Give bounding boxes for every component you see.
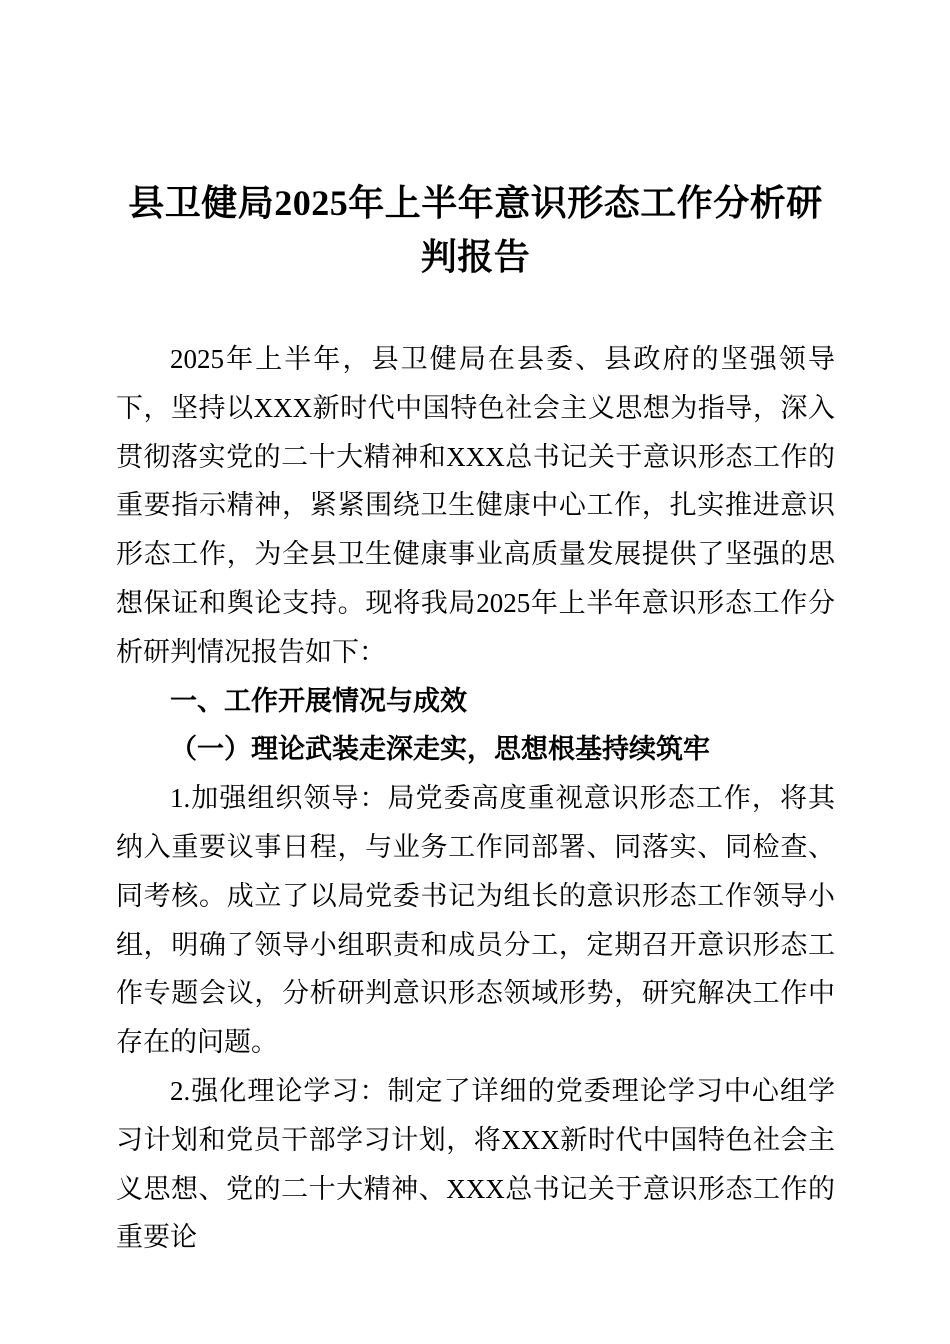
- paragraph-item-1: 1.加强组织领导：局党委高度重视意识形态工作，将其纳入重要议事日程，与业务工作同部署、同落实、同检查、同考核。成立了以局党委书记为组长的意识形态工作领导小组，明确了领导小组职责和成员分工，定期召开意识形态工作专题会议，分析研判意识形态领域形势，研究解决工作中存在的问题。: [116, 783, 835, 1058]
- paragraph-item-2: 2.强化理论学习：制定了详细的党委理论学习中心组学习计划和党员干部学习计划，将XXX新时代中国特色社会主义思想、党的二十大精神、XXX总书记关于意识形态工作的重要论: [116, 1075, 835, 1253]
- heading-level-2-subsection-1: （一）理论武装走深走实，思想根基持续筑牢: [170, 734, 710, 765]
- paragraph-intro: 2025年上半年，县卫健局在县委、县政府的坚强领导下，坚持以XXX新时代中国特色社会主义思想为指导，深入贯彻落实党的二十大精神和XXX总书记关于意识形态工作的重要指示精神，紧紧围绕卫生健康中心工作，扎实推进意识形态工作，为全县卫生健康事业高质量发展提供了坚强的思想保证和舆论支持。现将我局2025年上半年意识形态工作分析研判情况报告如下：: [116, 344, 835, 667]
- report-title: 县卫健局2025年上半年意识形态工作分析研判报告: [128, 183, 823, 277]
- heading-level-1-section-1: 一、工作开展情况与成效: [170, 685, 467, 716]
